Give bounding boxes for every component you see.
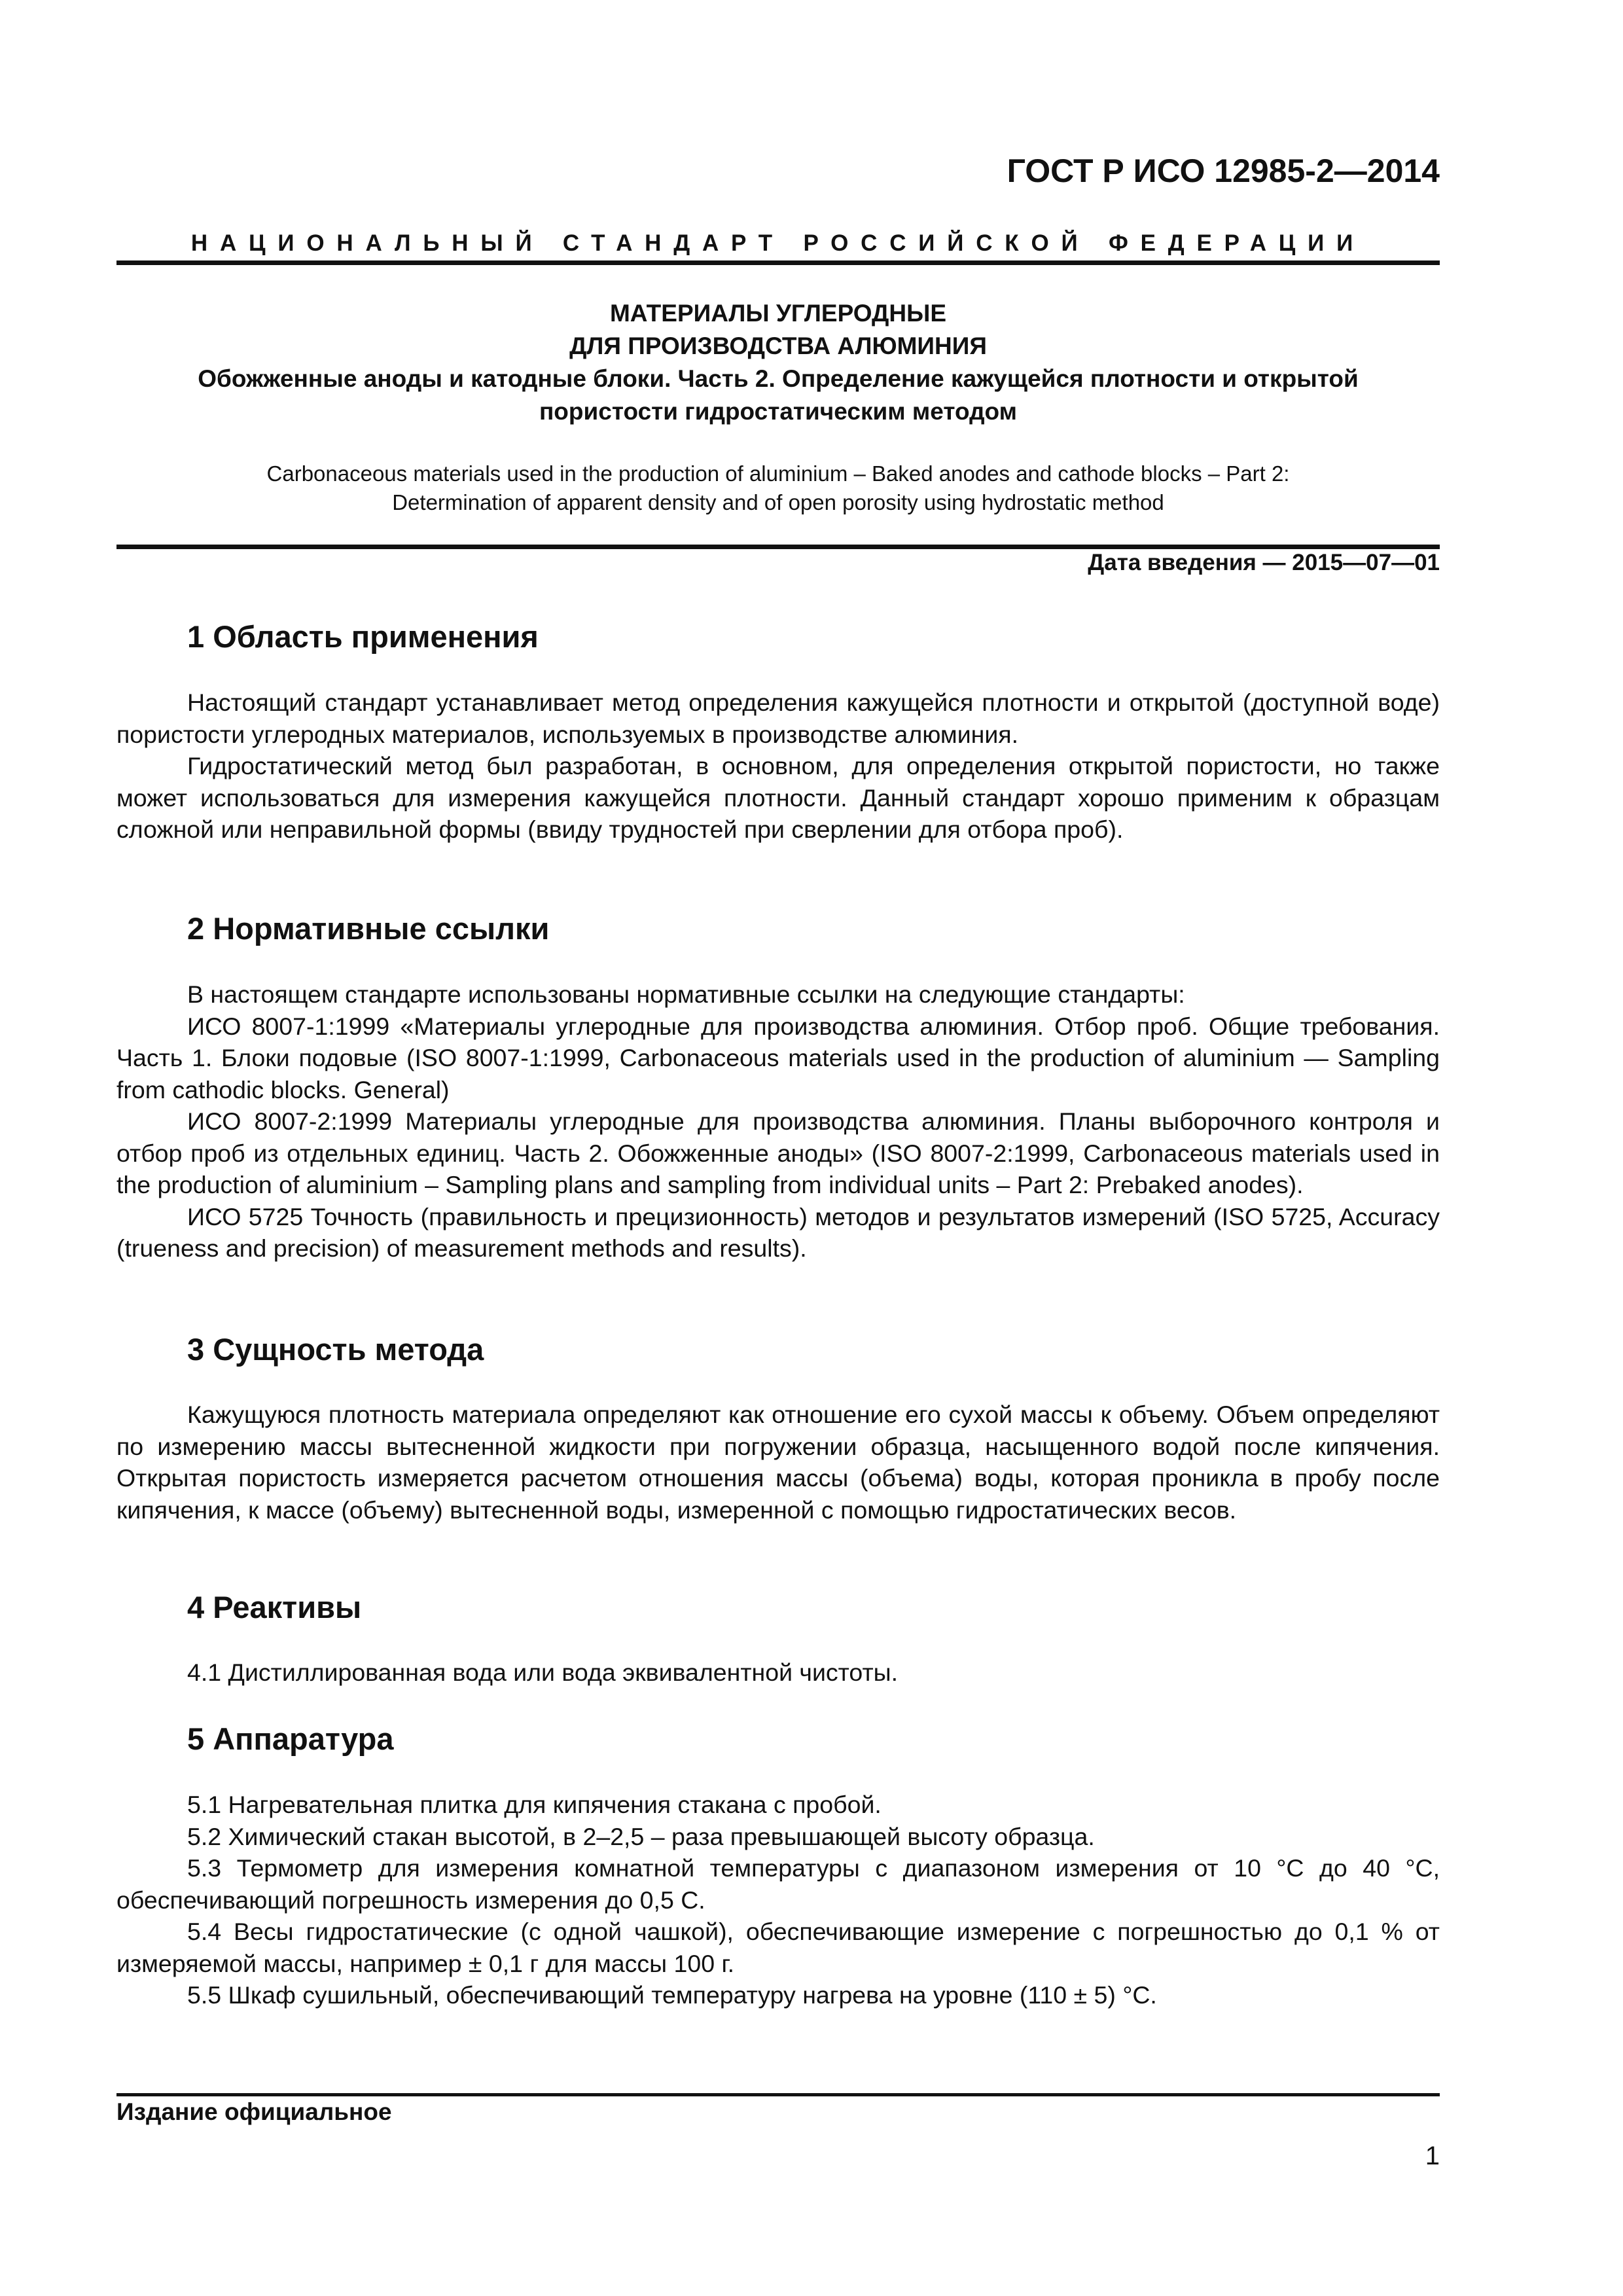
section-5-item-5: 5.5 Шкаф сушильный, обеспечивающий температуру нагрева на уровне (110 ± 5) °С. bbox=[187, 1981, 1157, 2009]
footer-divider bbox=[116, 2093, 1440, 2096]
section-1-heading: 1 Область применения bbox=[187, 619, 539, 654]
english-title-line-2: Determination of apparent density and of open porosity using hydrostatic method bbox=[392, 490, 1164, 514]
section-5-body bbox=[116, 1789, 1440, 2011]
section-5-item-1: 5.1 Нагревательная плитка для кипячения стакана с пробой. bbox=[187, 1791, 882, 1818]
standard-id: ГОСТ Р ИСО 12985-2—2014 bbox=[1007, 152, 1440, 189]
section-3-body bbox=[116, 1399, 1440, 1526]
intro-date: Дата введения — 2015—07—01 bbox=[1088, 550, 1440, 575]
section-2-body bbox=[116, 978, 1440, 1265]
title-line-2: ДЛЯ ПРОИЗВОДСТВА АЛЮМИНИЯ bbox=[569, 332, 987, 359]
english-title-line-1: Carbonaceous materials used in the production of aluminium – Baked anodes and cathode blocks – Part 2: bbox=[266, 461, 1290, 486]
edition-label: Издание официальное bbox=[116, 2098, 392, 2125]
section-4-heading: 4 Реактивы bbox=[187, 1590, 362, 1624]
section-2-reference-1: ИСО 8007-1:1999 «Материалы углеродные для производства алюминия. Отбор проб. Общие требования. Часть 1. Блоки подовые (ISO 8007-1:1999, Carbonaceous materials used in the production of aluminium — Sampling from cathodic blocks. General) bbox=[116, 1012, 1440, 1103]
section-5-heading: 5 Аппаратура bbox=[187, 1721, 394, 1756]
title-line-4: пористости гидростатическим методом bbox=[539, 398, 1018, 425]
national-standard-banner: НАЦИОНАЛЬНЫЙ СТАНДАРТ РОССИЙСКОЙ ФЕДЕРАЦИИ bbox=[190, 230, 1366, 256]
document-page bbox=[116, 0, 1440, 2296]
title-divider bbox=[116, 545, 1440, 549]
section-2-paragraph-1: В настоящем стандарте использованы нормативные ссылки на следующие стандарты: bbox=[187, 980, 1185, 1008]
title-block bbox=[116, 297, 1440, 428]
section-4-body bbox=[116, 1657, 1440, 1689]
section-3-heading: 3 Сущность метода bbox=[187, 1332, 484, 1367]
title-line-1: МАТЕРИАЛЫ УГЛЕРОДНЫЕ bbox=[609, 300, 947, 327]
section-2-reference-3: ИСО 5725 Точность (правильность и прецизионность) методов и результатов измерений (ISO 5725, Accuracy (trueness and precision) of measurement methods and results). bbox=[116, 1202, 1440, 1262]
section-3-paragraph-1: Кажущуюся плотность материала определяют как отношение его сухой массы к объему. Объем определяют по измерению массы вытесненной жидкости при погружении образца, насыщенного водой после кипячения. Открытая пористость измеряется расчетом отношения массы (объема) воды, которая проникла в пробу после кипячения, к массе (объему) вытесненной воды, измеренной с помощью гидростатических весов. bbox=[116, 1401, 1440, 1524]
section-4-item-1: 4.1 Дистиллированная вода или вода эквивалентной чистоты. bbox=[187, 1659, 898, 1686]
section-2-heading: 2 Нормативные ссылки bbox=[187, 911, 550, 946]
section-2-reference-2: ИСО 8007-2:1999 Материалы углеродные для производства алюминия. Планы выборочного контроля и отбор проб из отдельных единиц. Часть 2. Обожженные аноды» (ISO 8007-2:1999, Carbonaceous materials used in the production of aluminium – Sampling plans and sampling from individual units – Part 2: Prebaked anodes). bbox=[116, 1107, 1440, 1198]
section-5-item-2: 5.2 Химический стакан высотой, в 2–2,5 – раза превышающей высоту образца. bbox=[187, 1822, 1095, 1850]
section-1-paragraph-2: Гидростатический метод был разработан, в основном, для определения открытой пористости, но также может использоваться для измерения кажущейся плотности. Данный стандарт хорошо применим к образцам сложной или неправильной формы (ввиду трудностей при сверлении для отбора проб). bbox=[116, 752, 1440, 843]
section-1-body bbox=[116, 687, 1440, 846]
section-5-item-3: 5.3 Термометр для измерения комнатной температуры с диапазоном измерения от 10 °С до 40 °С, обеспечивающий погрешность измерения до 0,5 С. bbox=[116, 1854, 1440, 1914]
page-number: 1 bbox=[1425, 2142, 1440, 2170]
section-1-paragraph-1: Настоящий стандарт устанавливает метод определения кажущейся плотности и открытой (доступной воде) пористости углеродных материалов, используемых в производстве алюминия. bbox=[116, 689, 1440, 748]
section-5-item-4: 5.4 Весы гидростатические (с одной чашкой), обеспечивающие измерение с погрешностью до 0,1 % от измеряемой массы, например ± 0,1 г для массы 100 г. bbox=[116, 1918, 1440, 1977]
title-line-3: Обожженные аноды и катодные блоки. Часть 2. Определение кажущейся плотности и открытой bbox=[198, 365, 1359, 392]
header-divider bbox=[116, 260, 1440, 265]
english-title bbox=[116, 459, 1440, 517]
